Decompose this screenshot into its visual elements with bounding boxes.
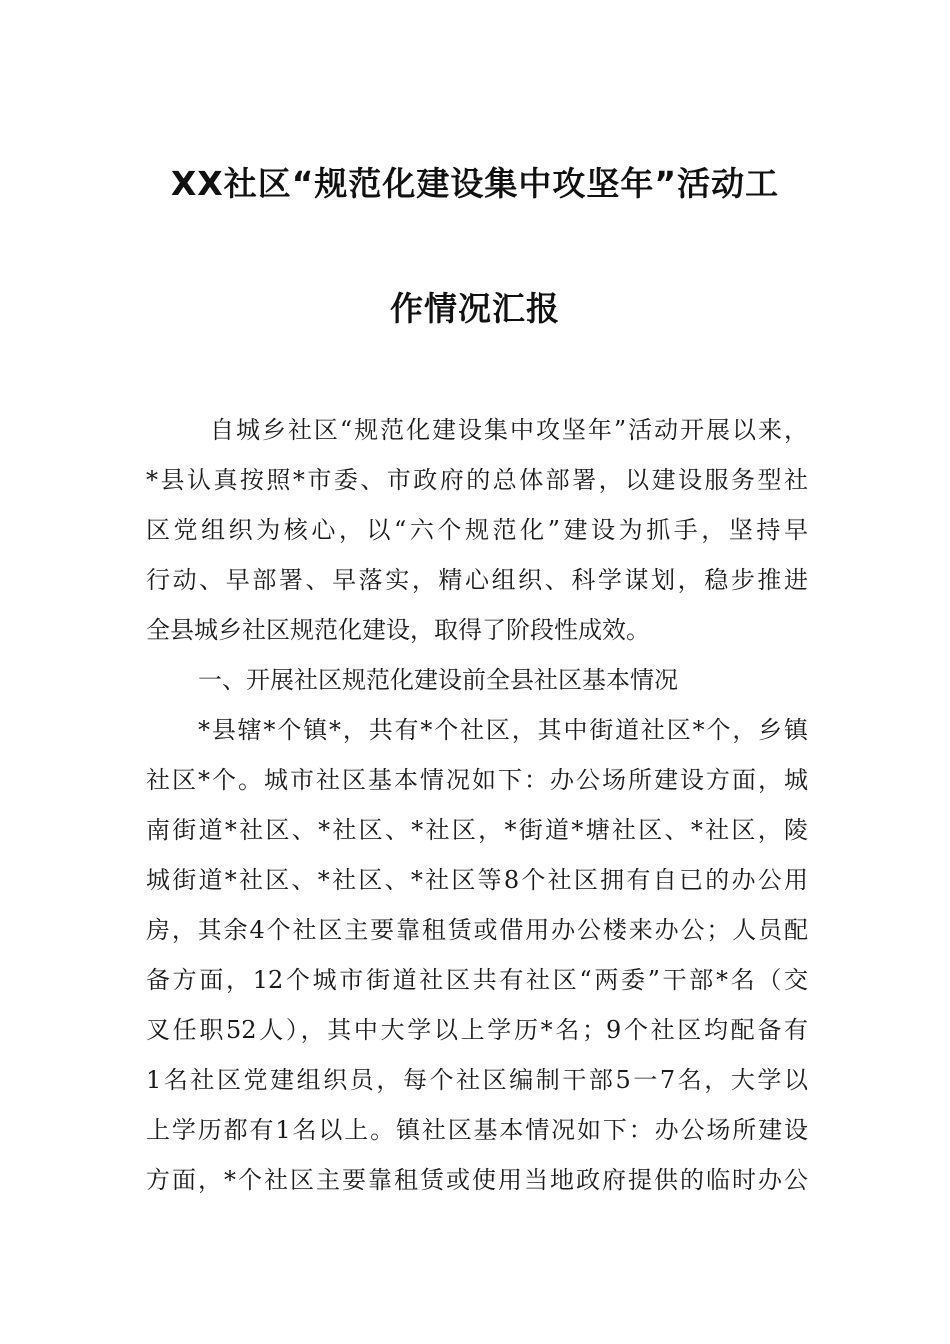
section-heading-text: 一、开展社区规范化建设前全县社区基本情况 — [198, 666, 678, 694]
paragraph-intro — [146, 405, 808, 655]
text-line: 叉任职52人），其中大学以上学历*名；9个社区均配备有 — [146, 1016, 808, 1044]
text-line: 房，其余4个社区主要靠租赁或借用办公楼来办公；人员配 — [146, 916, 808, 944]
text-line: 自城乡社区“规范化建设集中攻坚年”活动开展以来， — [210, 416, 808, 444]
text-line: 社区*个。城市社区基本情况如下：办公场所建设方面，城 — [146, 766, 808, 794]
text-line: 全县城乡社区规范化建设，取得了阶段性成效。 — [146, 616, 650, 644]
document-title-line-2: 作情况汇报 — [390, 289, 560, 328]
paragraph-basic-situation — [146, 705, 808, 1205]
text-line: 1名社区党建组织员，每个社区编制干部5一7名，大学以 — [146, 1066, 808, 1094]
document-title-line-1: XX社区“规范化建设集中攻坚年”活动工 — [170, 164, 780, 203]
text-line: 城街道*社区、*社区、*社区等8个社区拥有自已的办公用 — [146, 866, 808, 894]
text-line: *县辖*个镇*，共有*个社区，其中街道社区*个，乡镇 — [198, 716, 808, 744]
section-heading — [146, 655, 808, 705]
text-line: 南街道*社区、*社区、*社区，*街道*塘社区、*社区，陵 — [146, 816, 808, 844]
text-line: 上学历都有1名以上。镇社区基本情况如下：办公场所建设 — [146, 1116, 808, 1144]
text-line: 方面，*个社区主要靠租赁或使用当地政府提供的临时办公 — [146, 1166, 808, 1194]
text-line: 备方面，12个城市街道社区共有社区“两委”干部*名（交 — [146, 966, 808, 994]
text-line: 行动、早部署、早落实，精心组织、科学谋划，稳步推进 — [146, 566, 808, 594]
text-line: *县认真按照*市委、市政府的总体部署，以建设服务型社 — [146, 466, 808, 494]
text-line: 区党组织为核心，以“六个规范化”建设为抓手，坚持早 — [146, 516, 808, 544]
